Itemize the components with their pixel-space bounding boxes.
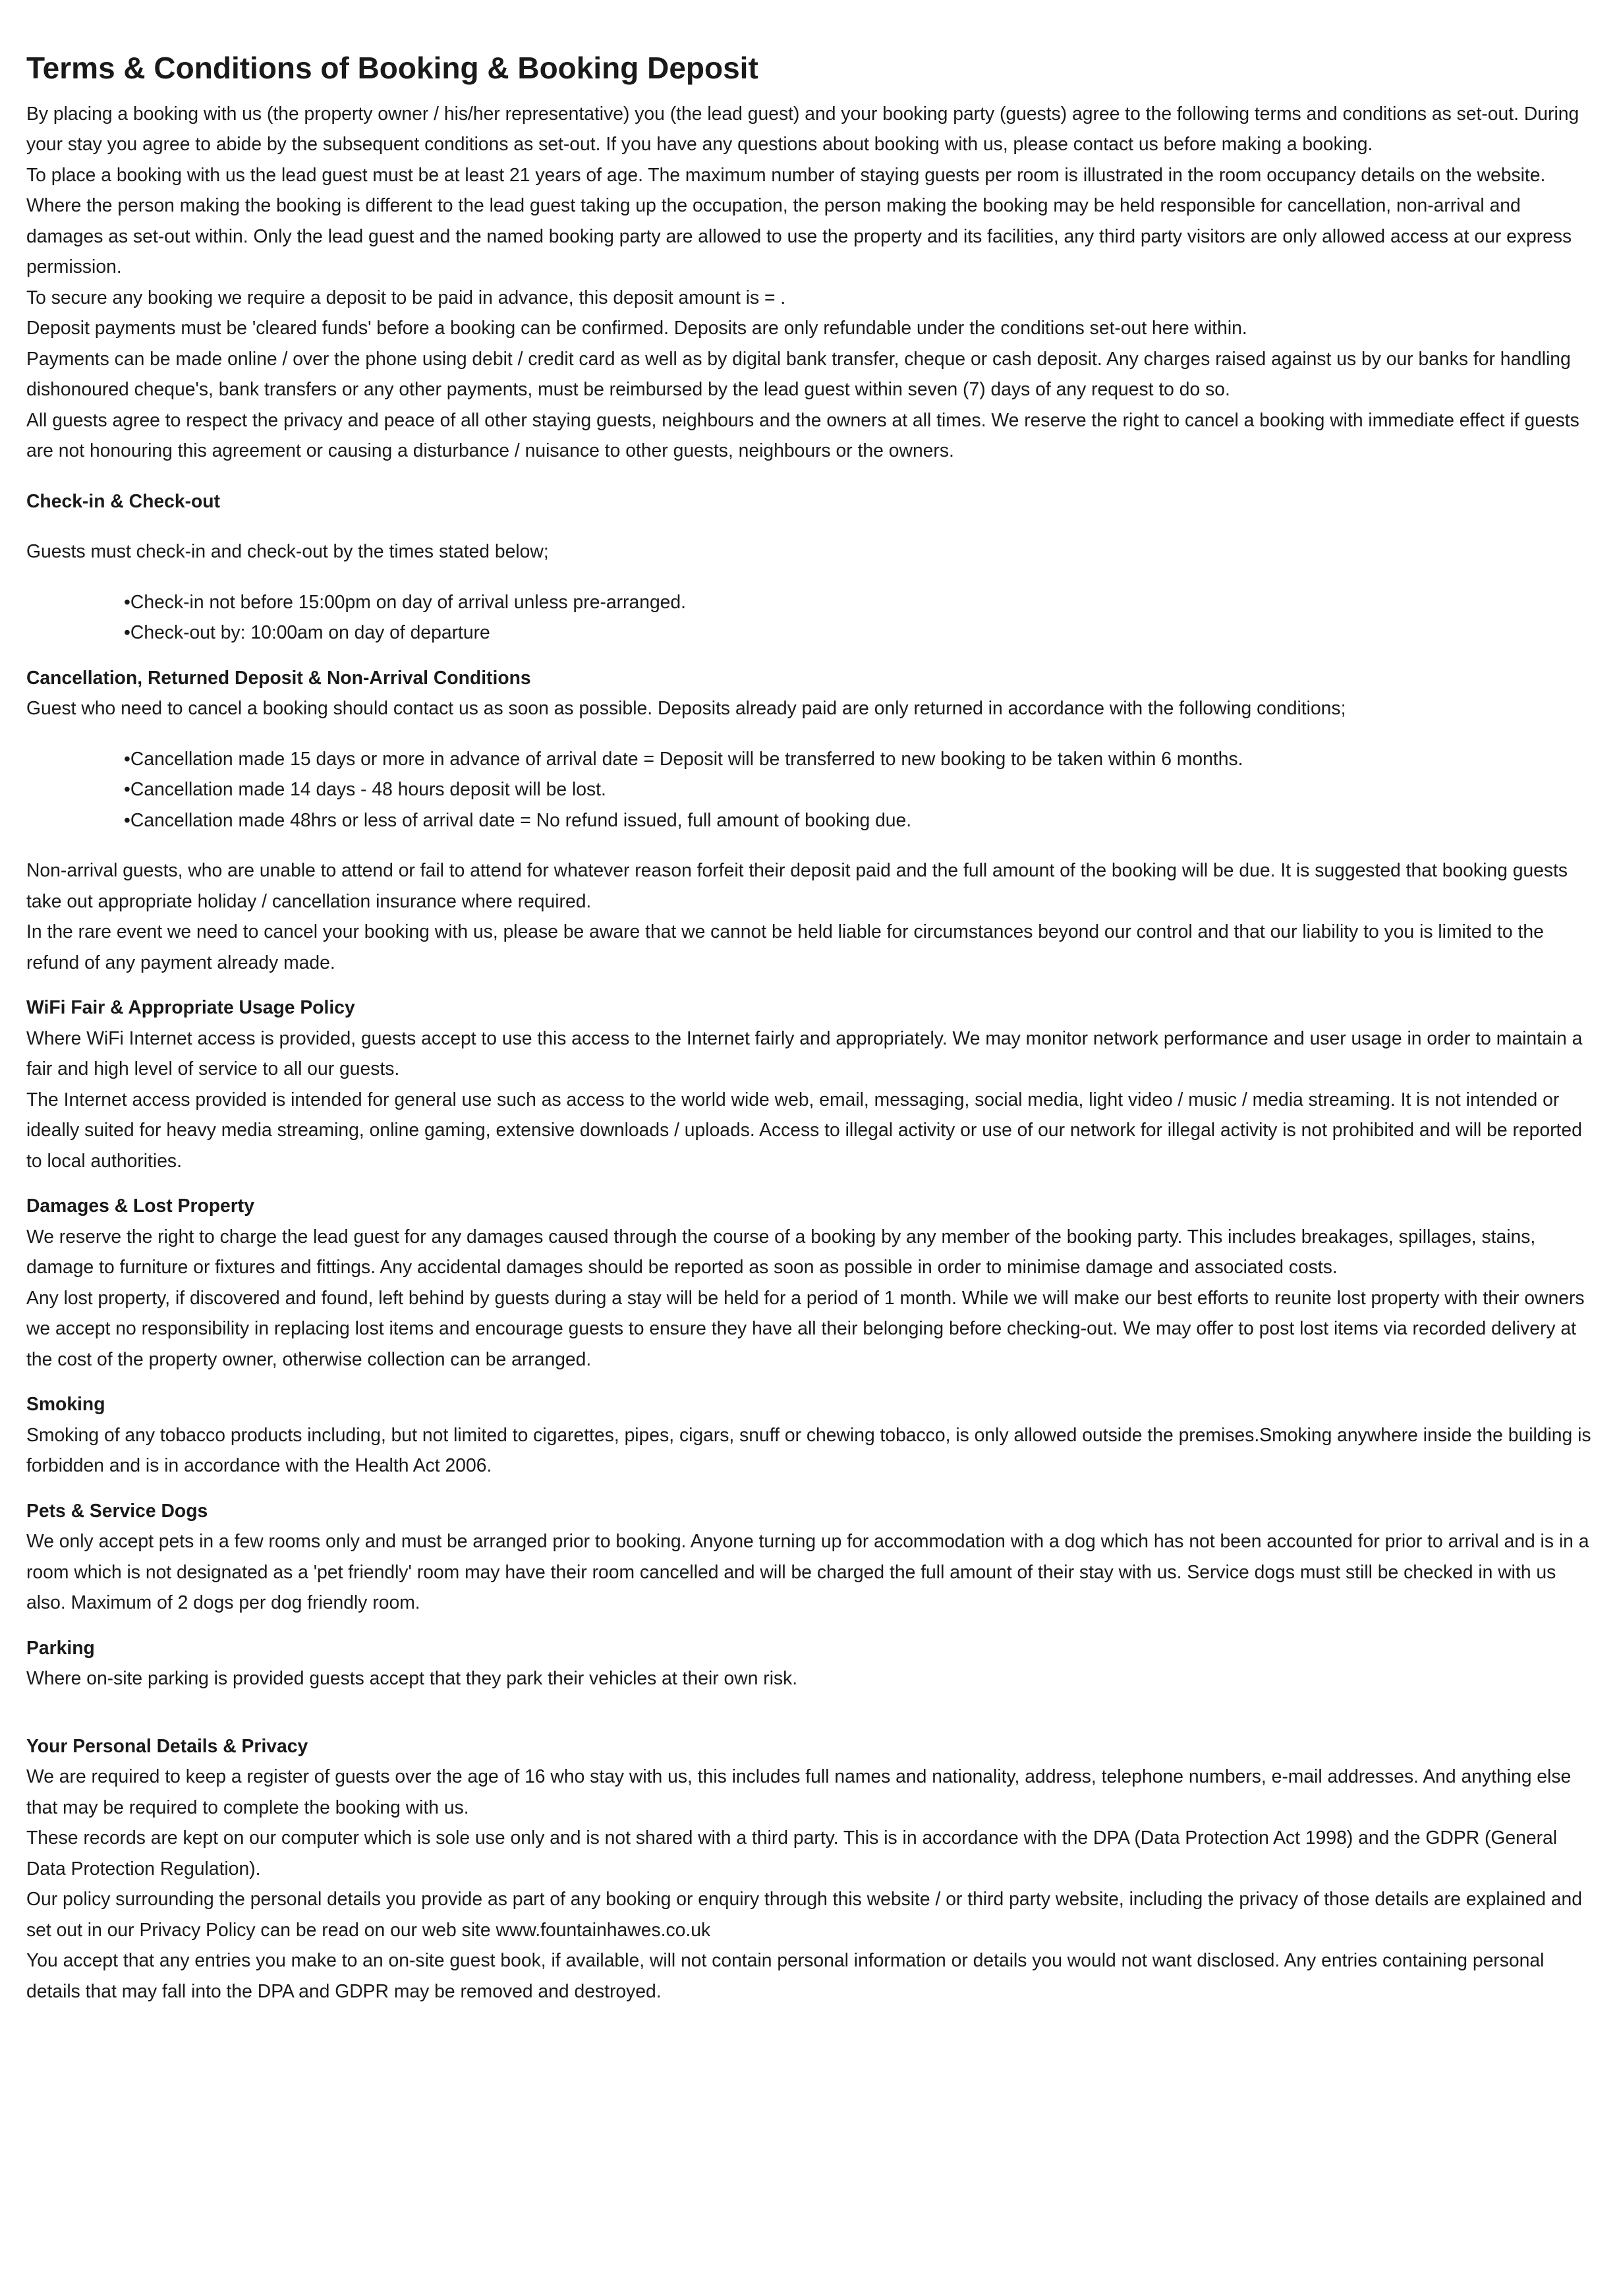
checkin-heading: Check-in & Check-out <box>26 490 221 511</box>
cancellation-text: Guest who need to cancel a booking should contact us as soon as possible. Deposits already paid are only returned in accordance with the following conditions; <box>26 697 1346 719</box>
pets-heading: Pets & Service Dogs <box>26 1499 208 1521</box>
cancellation-heading: Cancellation, Returned Deposit & Non-Arrival Conditions <box>26 666 531 688</box>
list-item: • Check-in not before 15:00pm on day of arrival unless pre-arranged. <box>124 587 1593 617</box>
list-item: • Cancellation made 15 days or more in advance of arrival date = Deposit will be transferred to new booking to be taken within 6 months. <box>124 743 1593 774</box>
pets-section <box>26 1495 1593 1618</box>
intro-section <box>26 98 1593 466</box>
intro-paragraph: Payments can be made online / over the phone using debit / credit card as well as by digital bank transfer, cheque or cash deposit. Any charges raised against us by our banks for handling dishonoured cheque's, bank transfers or any other payments, must be reimbursed by the lead guest within seven (7) days of any request to do so. <box>26 347 1571 400</box>
intro-paragraph: By placing a booking with us (the property owner / his/her representative) you (the lead guest) and your booking party (guests) agree to the following terms and conditions as set-out. During your stay you agree to abide by the subsequent conditions as set-out. If you have any questions about booking with us, please contact us before making a booking. <box>26 102 1579 155</box>
privacy-section <box>26 1731 1593 2007</box>
privacy-heading: Your Personal Details & Privacy <box>26 1735 308 1756</box>
checkin-text: Guests must check-in and check-out by the times stated below; <box>26 540 549 562</box>
wifi-section <box>26 992 1593 1176</box>
privacy-paragraph: These records are kept on our computer which is sole use only and is not shared with a third party. This is in accordance with the DPA (Data Protection Act 1998) and the GDPR (General Data Protection Regulation). <box>26 1827 1558 1879</box>
parking-heading: Parking <box>26 1636 95 1658</box>
wifi-heading: WiFi Fair & Appropriate Usage Policy <box>26 996 355 1018</box>
checkin-section <box>26 486 1593 648</box>
smoking-heading: Smoking <box>26 1393 105 1415</box>
list-item: • Cancellation made 48hrs or less of arrival date = No refund issued, full amount of booking due. <box>124 805 1593 836</box>
cancellation-paragraph: Non-arrival guests, who are unable to attend or fail to attend for whatever reason forfeit their deposit paid and the full amount of the booking will be due. It is suggested that booking guests take out appropriate holiday / cancellation insurance where required. <box>26 859 1568 911</box>
list-item: • Cancellation made 14 days - 48 hours deposit will be lost. <box>124 774 1593 805</box>
smoking-paragraph: Smoking of any tobacco products including, but not limited to cigarettes, pipes, cigars, snuff or chewing tobacco, is only allowed outside the premises.Smoking anywhere inside the building is forbidden and is in accordance with the Health Act 2006. <box>26 1423 1591 1476</box>
damages-heading: Damages & Lost Property <box>26 1195 254 1217</box>
checkin-list <box>26 587 1593 648</box>
wifi-paragraph: The Internet access provided is intended for general use such as access to the world wide web, email, messaging, social media, light video / music / media streaming. It is not intended or ideally suited for heavy media streaming, online gaming, extensive downloads / uploads. Access to illegal activity or use of our network for illegal activity is not prohibited and will be reported to local authorities. <box>26 1088 1582 1171</box>
cancellation-paragraph: In the rare event we need to cancel your booking with us, please be aware that we cannot be held liable for circumstances beyond our control and that our liability to you is limited to the refund of any payment already made. <box>26 921 1544 973</box>
intro-paragraph: All guests agree to respect the privacy and peace of all other staying guests, neighbours and the owners at all times. We reserve the right to cancel a booking with immediate effect if guests are not honouring this agreement or causing a disturbance / nuisance to other guests, neighbours or the owners. <box>26 409 1579 461</box>
list-item: • Check-out by: 10:00am on day of departure <box>124 617 1593 648</box>
parking-paragraph: Where on-site parking is provided guests accept that they park their vehicles at their own risk. <box>26 1667 798 1689</box>
privacy-paragraph: You accept that any entries you make to an on-site guest book, if available, will not contain personal information or details you would not want disclosed. Any entries containing personal details that may fall into the DPA and GDPR may be removed and destroyed. <box>26 1949 1545 2001</box>
document-title: Terms & Conditions of Booking & Booking Deposit <box>26 51 758 85</box>
cancellation-list <box>26 743 1593 836</box>
intro-paragraph: Deposit payments must be 'cleared funds' before a booking can be confirmed. Deposits are only refundable under the conditions set-out here within. <box>26 317 1247 339</box>
damages-paragraph: We reserve the right to charge the lead guest for any damages caused through the course of a booking by any member of the booking party. This includes breakages, spillages, stains, damage to furniture or fixtures and fittings. Any accidental damages should be reported as soon as possible in order to minimise damage and associated costs. <box>26 1225 1536 1278</box>
damages-paragraph: Any lost property, if discovered and found, left behind by guests during a stay will be held for a period of 1 month. While we will make our best efforts to reunite lost property with their owners we accept no responsibility in replacing lost items and encourage guests to ensure they have all their belonging before checking-out. We may offer to post lost items via recorded delivery at the cost of the property owner, otherwise collection can be arranged. <box>26 1286 1585 1369</box>
pets-paragraph: We only accept pets in a few rooms only and must be arranged prior to booking. Anyone turning up for accommodation with a dog which has not been accounted for prior to arrival and is in a room which is not designated as a 'pet friendly' room may have their room cancelled and will be charged the full amount of their stay with us. Service dogs must still be checked in with us also. Maximum of 2 dogs per dog friendly room. <box>26 1530 1589 1613</box>
damages-section <box>26 1190 1593 1374</box>
smoking-section <box>26 1389 1593 1481</box>
intro-paragraph: To place a booking with us the lead guest must be at least 21 years of age. The maximum number of staying guests per room is illustrated in the room occupancy details on the website. Where the person making the booking is different to the lead guest taking up the occupation, the person making the booking may be held responsible for cancellation, non-arrival and damages as set-out within. Only the lead guest and the named booking party are allowed to use the property and its facilities, any third party visitors are only allowed access at our express permission. <box>26 163 1572 277</box>
privacy-paragraph: We are required to keep a register of guests over the age of 16 who stay with us, this includes full names and nationality, address, telephone numbers, e-mail addresses. And anything else that may be required to complete the booking with us. <box>26 1765 1572 1818</box>
wifi-paragraph: Where WiFi Internet access is provided, guests accept to use this access to the Internet fairly and appropriately. We may monitor network performance and user usage in order to maintain a fair and high level of service to all our guests. <box>26 1027 1583 1079</box>
cancellation-section <box>26 662 1593 978</box>
parking-section <box>26 1632 1593 1694</box>
intro-paragraph: To secure any booking we require a deposit to be paid in advance, this deposit amount is = . <box>26 286 786 308</box>
privacy-paragraph: Our policy surrounding the personal details you provide as part of any booking or enquiry through this website / or third party website, including the privacy of those details are explained and set out in our Privacy Policy can be read on our web site www.fountainhawes.co.uk <box>26 1888 1583 1940</box>
